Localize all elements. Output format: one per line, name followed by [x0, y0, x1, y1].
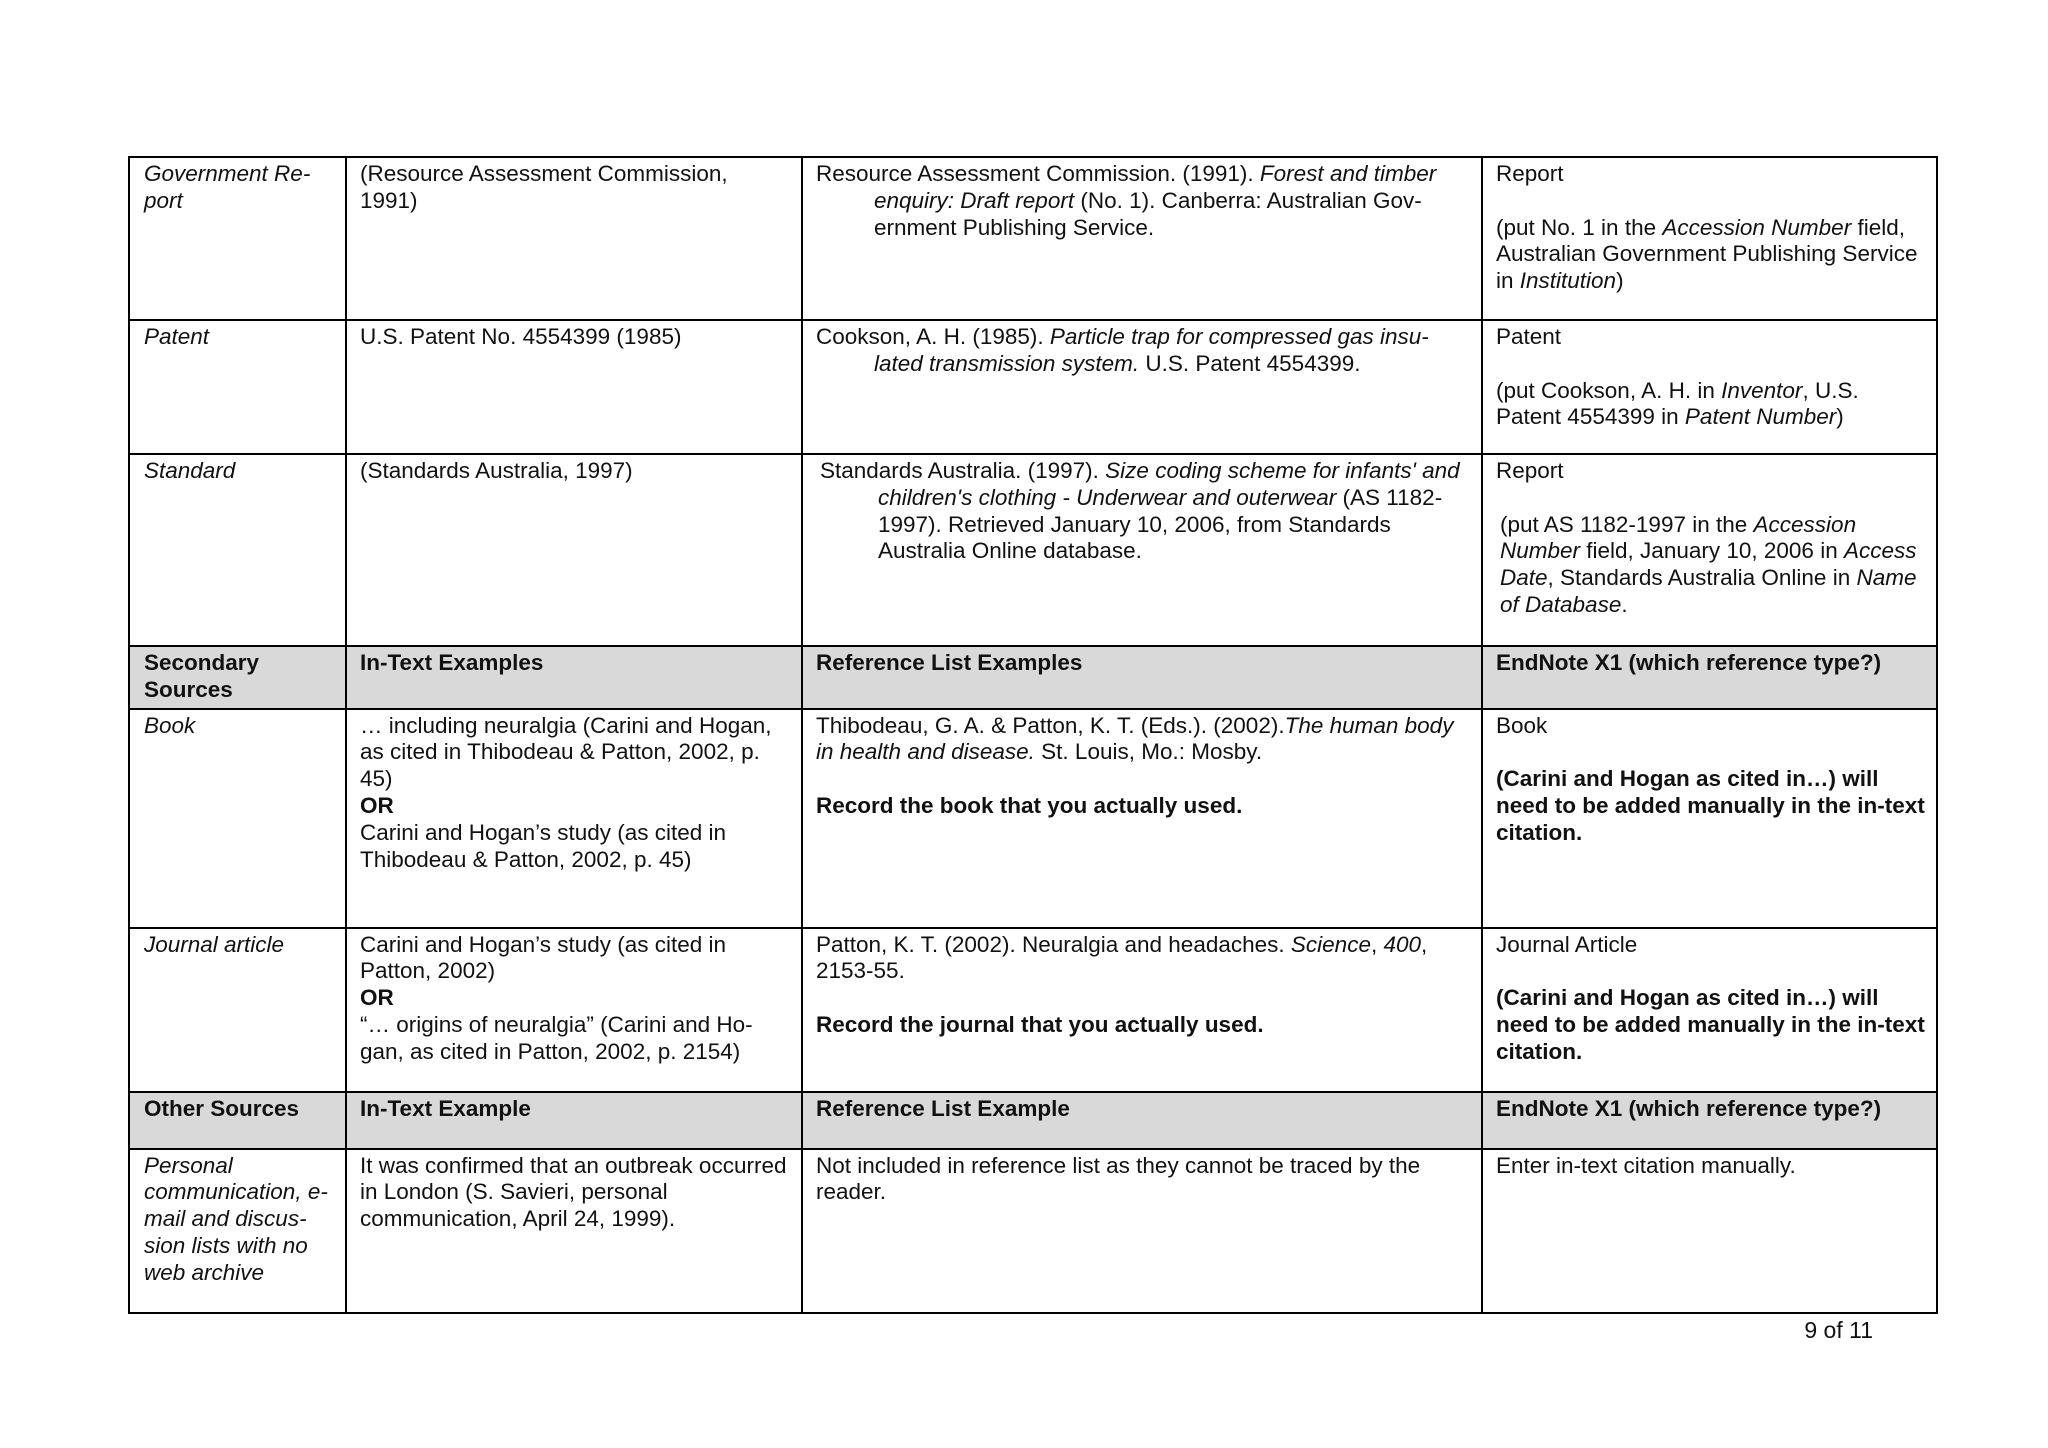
- endnote-field-name: Institution: [1519, 268, 1617, 294]
- reference-entry: [816, 458, 1471, 565]
- source-type-cell: [129, 709, 346, 928]
- endnote-field-name: Access Date: [1500, 538, 1917, 591]
- reference-details: St. Louis, Mo.: Mosby.: [1034, 739, 1263, 765]
- reference-volume: 400: [1383, 931, 1422, 957]
- row-secondary-book: [129, 709, 1937, 928]
- in-text-example: (Resource Assessment Commission, 1991): [360, 161, 728, 213]
- endnote-type: Enter in-text citation manually.: [1496, 1152, 1796, 1178]
- in-text-cell: [346, 320, 802, 454]
- endnote-type: Report: [1496, 161, 1564, 186]
- in-text-example: It was confirmed that an outbreak occurred in London (S. Savieri, personal communication, April 24, 1999).: [360, 1152, 787, 1232]
- reference-author-date: Cookson, A. H. (1985).: [816, 324, 1050, 349]
- reference-author-date: Thibodeau, G. A. & Patton, K. T. (Eds.). (2002).: [816, 712, 1285, 738]
- reference-cell: [802, 454, 1482, 646]
- column-header-reference-list: Reference List Examples: [802, 646, 1482, 709]
- source-type-cell: [129, 454, 346, 646]
- endnote-cell: [1482, 1149, 1937, 1313]
- row-secondary-journal: [129, 928, 1937, 1092]
- reference-note: Record the book that you actually used.: [816, 792, 1243, 818]
- reference-entry: [816, 161, 1471, 241]
- reference-cell: [802, 1149, 1482, 1313]
- reference-cell: [802, 320, 1482, 454]
- reference-cell: [802, 709, 1482, 928]
- in-text-cell: [346, 454, 802, 646]
- row-standard: [129, 454, 1937, 646]
- column-header-endnote: EndNote X1 (which reference type?): [1482, 1092, 1937, 1149]
- endnote-note: (put AS 1182-1997 in the Accession Number field, January 10, 2006 in Access Date, Standards Australia Online in Name of Database.: [1500, 511, 1917, 617]
- source-type: Patent: [144, 324, 210, 349]
- reference-title: Forest and timber enquiry: Draft report: [874, 161, 1437, 213]
- reference-author-date: Resource Assessment Commission. (1991).: [816, 161, 1260, 186]
- endnote-field-name: Accession Number: [1662, 214, 1852, 240]
- source-type-cell: [129, 157, 346, 320]
- in-text-cell: [346, 1149, 802, 1313]
- reference-entry: [816, 324, 1471, 378]
- column-header-reference-list: Reference List Example: [802, 1092, 1482, 1149]
- source-type: Standard: [144, 458, 236, 483]
- reference-journal: Science: [1290, 931, 1371, 957]
- endnote-cell: [1482, 928, 1937, 1092]
- source-type-cell: [129, 1149, 346, 1313]
- reference-details: (AS 1182-1997). Retrieved January 10, 2006, from Standards Australia Online database.: [878, 484, 1443, 564]
- row-government-report: [129, 157, 1937, 320]
- row-patent: [129, 320, 1937, 454]
- endnote-field-name: Inventor: [1721, 377, 1803, 403]
- source-type: Government Re- port: [144, 161, 311, 213]
- in-text-example: U.S. Patent No. 4554399 (1985): [360, 324, 682, 349]
- endnote-field-name: Patent Number: [1684, 404, 1837, 430]
- endnote-type: Journal Article: [1496, 931, 1638, 957]
- reference-note: Record the journal that you actually used.: [816, 1011, 1264, 1037]
- endnote-note: (put Cookson, A. H. in Inventor, U.S. Patent 4554399 in Patent Number): [1496, 377, 1859, 430]
- in-text-cell: [346, 157, 802, 320]
- section-header-secondary: [129, 646, 1937, 709]
- reference-details: (No. 1). Canberra: Australian Gov-ernment Publishing Service.: [874, 187, 1422, 240]
- reference-entry: Patton, K. T. (2002). Neuralgia and headaches. Science, 400, 2153-55.: [816, 931, 1428, 984]
- endnote-cell: [1482, 709, 1937, 928]
- in-text-cell: [346, 709, 802, 928]
- reference-entry: [816, 713, 1471, 767]
- or-separator: OR: [360, 985, 394, 1011]
- in-text-example: … including neuralgia (Carini and Hogan, as cited in Thibodeau & Patton, 2002, p. 45): [360, 712, 772, 792]
- endnote-cell: [1482, 320, 1937, 454]
- reference-cell: [802, 928, 1482, 1092]
- reference-details: U.S. Patent 4554399.: [1139, 350, 1361, 376]
- reference-pages: , 2153-55.: [816, 931, 1428, 984]
- endnote-field-name: Accession Number: [1500, 511, 1857, 564]
- reference-entry: Not included in reference list as they cannot be traced by the reader.: [816, 1152, 1421, 1205]
- column-header-in-text: In-Text Examples: [346, 646, 802, 709]
- section-title: Secondary Sources: [129, 646, 346, 709]
- endnote-type: Report: [1496, 458, 1564, 483]
- reference-author-title: Patton, K. T. (2002). Neuralgia and headaches.: [816, 931, 1291, 957]
- source-type-cell: [129, 928, 346, 1092]
- section-title: Other Sources: [129, 1092, 346, 1149]
- citation-guide-table: [128, 156, 1938, 1314]
- source-type: Journal article: [144, 931, 285, 957]
- row-personal-communication: [129, 1149, 1937, 1313]
- endnote-note: (Carini and Hogan as cited in…) will need to be added manually in the in-text citation.: [1496, 766, 1925, 845]
- reference-title: Particle trap for compressed gas insu-lated transmission system.: [874, 324, 1429, 376]
- source-type-cell: [129, 320, 346, 454]
- page-number: 9 of 11: [1804, 1317, 1873, 1343]
- endnote-type: Patent: [1496, 324, 1562, 349]
- in-text-cell: [346, 928, 802, 1092]
- endnote-field-name: Name of Database: [1500, 565, 1917, 617]
- in-text-example-alt: Carini and Hogan’s study (as cited in Thibodeau & Patton, 2002, p. 45): [360, 819, 727, 872]
- column-header-in-text: In-Text Example: [346, 1092, 802, 1149]
- reference-cell: [802, 157, 1482, 320]
- endnote-cell: [1482, 454, 1937, 646]
- section-header-other: [129, 1092, 1937, 1149]
- endnote-note: (put No. 1 in the Accession Number field, Australian Government Publishing Service in Institution): [1496, 214, 1918, 294]
- reference-title: Size coding scheme for infants' and children's clothing - Underwear and outerwear: [878, 458, 1460, 510]
- or-separator: OR: [360, 792, 394, 818]
- reference-author-date: Standards Australia. (1997).: [820, 458, 1106, 483]
- source-type: Book: [144, 712, 196, 738]
- endnote-type: Book: [1496, 712, 1548, 738]
- source-type: Personal communication, e-mail and discus-sion lists with no web archive: [144, 1152, 328, 1285]
- reference-title: The human body in health and disease.: [816, 712, 1454, 765]
- endnote-note: (Carini and Hogan as cited in…) will need to be added manually in the in-text citation.: [1496, 985, 1925, 1064]
- in-text-example: (Standards Australia, 1997): [360, 458, 633, 483]
- in-text-example: Carini and Hogan’s study (as cited in Patton, 2002): [360, 931, 727, 984]
- in-text-example-alt: “… origins of neuralgia” (Carini and Ho-gan, as cited in Patton, 2002, p. 2154): [360, 1011, 753, 1064]
- column-header-endnote: EndNote X1 (which reference type?): [1482, 646, 1937, 709]
- endnote-cell: [1482, 157, 1937, 320]
